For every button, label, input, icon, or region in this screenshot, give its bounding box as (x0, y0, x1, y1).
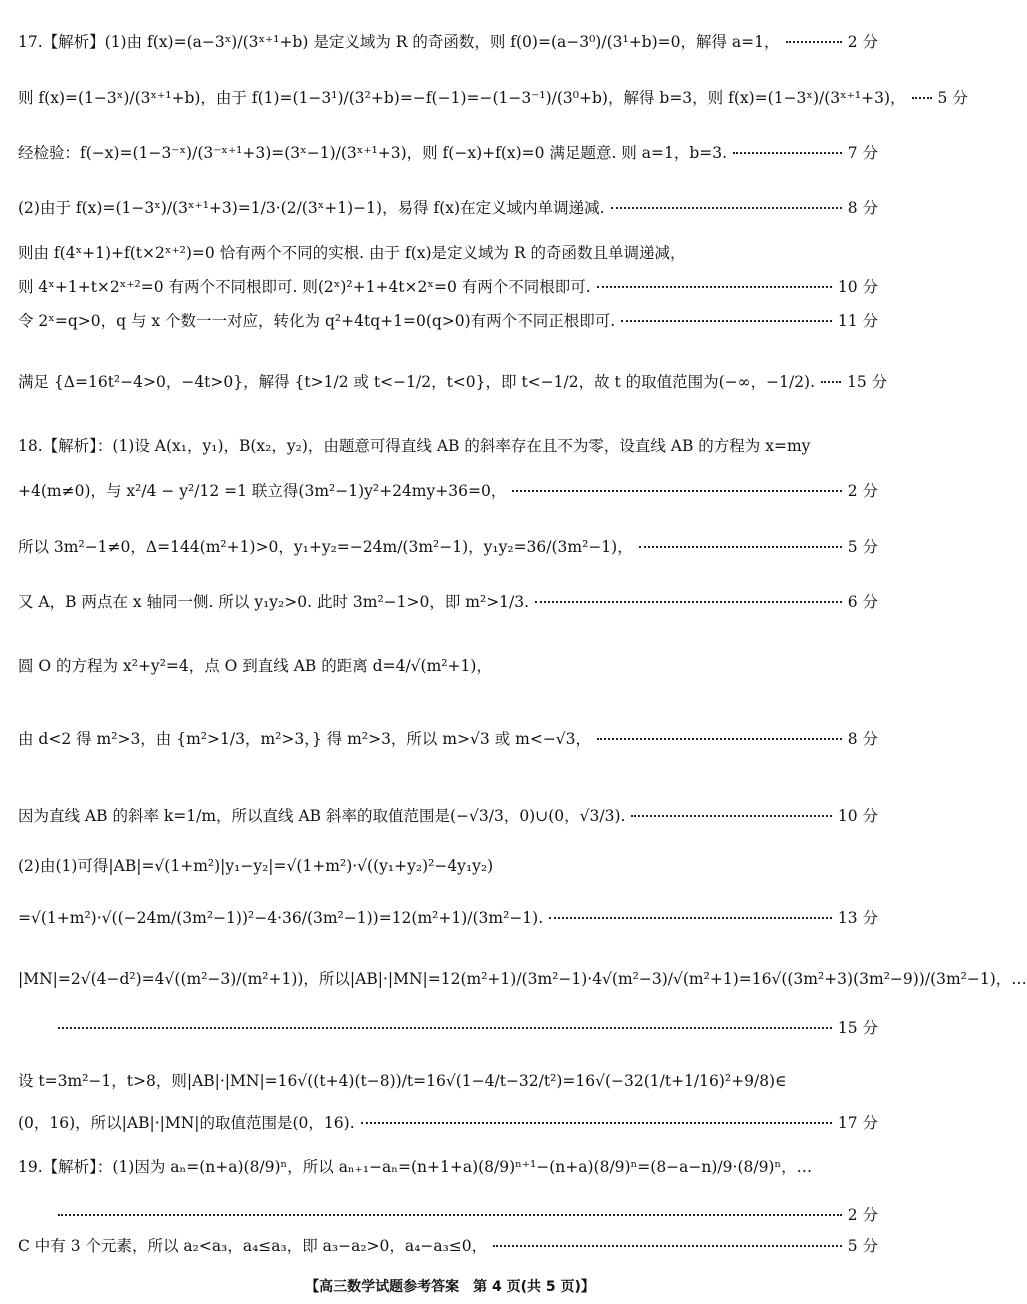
page-footer: 【高三数学试题参考答案 第 4 页(共 5 页)】 (305, 1279, 595, 1295)
answer-line: 19.【解析】：(1)因为 aₙ=(n+a)(8/9)ⁿ，所以 aₙ₊₁−aₙ=(n+1+a)(8/9)ⁿ⁺¹−(n+a)(8/9)ⁿ=(8−a−n)/9·(8/9)ⁿ，… (18, 1158, 813, 1176)
answer-line: 2 分 (18, 1205, 878, 1226)
answer-line: 令 2ˣ=q>0，q 与 x 个数一一对应，转化为 q²+4tq+1=0(q>0)有两个不同正根即可. 11 分 (18, 312, 878, 330)
answer-line: |MN|=2√(4−d²)=4√((m²−3)/(m²+1))，所以|AB|·|MN|=12(m²+1)/(3m²−1)·4√(m²−3)/√(m²+1)=16√((3m²+3)(3m²−9))/(3m²−1)，… (18, 970, 1027, 988)
answer-line: 设 t=3m²−1，t>8，则|AB|·|MN|=16√((t+4)(t−8))/t=16√(1−4/t−32/t²)=16√(−32(1/t+1/16)²+9/8)∈ (18, 1072, 787, 1090)
answer-line: 18.【解析】：(1)设 A(x₁，y₁)，B(x₂，y₂)，由题意可得直线 AB 的斜率存在且不为零，设直线 AB 的方程为 x=my (18, 437, 811, 455)
answer-line: 则 4ˣ+1+t×2ˣ⁺²=0 有两个不同根即可. 则(2ˣ)²+1+4t×2ˣ=0 有两个不同根即可. 10 分 (18, 278, 878, 296)
answer-line: C 中有 3 个元素，所以 a₂<a₃，a₄≤a₃，即 a₃−a₂>0，a₄−a₃≤0， 5 分 (18, 1237, 878, 1255)
answer-line: 则 f(x)=(1−3ˣ)/(3ˣ⁺¹+b)，由于 f(1)=(1−3¹)/(3²+b)=−f(−1)=−(1−3⁻¹)/(3⁰+b)，解得 b=3，则 f(x)=(1−3ˣ)/(3ˣ⁺¹+3)， 5 分 (18, 89, 968, 107)
answer-line: 又 A，B 两点在 x 轴同一侧. 所以 y₁y₂>0. 此时 3m²−1>0，即 m²>1/3. 6 分 (18, 593, 878, 611)
answer-line: 因为直线 AB 的斜率 k=1/m，所以直线 AB 斜率的取值范围是(−√3/3，0)∪(0，√3/3). 10 分 (18, 807, 878, 825)
answer-line: 则由 f(4ˣ+1)+f(t×2ˣ⁺²)=0 恰有两个不同的实根. 由于 f(x)是定义域为 R 的奇函数且单调递减， (18, 244, 686, 262)
answer-line: 圆 O 的方程为 x²+y²=4，点 O 到直线 AB 的距离 d=4/√(m²+1)， (18, 657, 492, 675)
answer-line: 15 分 (18, 1018, 878, 1039)
answer-line: (2)由于 f(x)=(1−3ˣ)/(3ˣ⁺¹+3)=1/3·(2/(3ˣ+1)−1)，易得 f(x)在定义域内单调递减. 8 分 (18, 199, 878, 217)
answer-line: =√(1+m²)·√((−24m/(3m²−1))²−4·36/(3m²−1))=12(m²+1)/(3m²−1). 13 分 (18, 909, 878, 927)
answer-line: +4(m≠0)，与 x²/4 − y²/12 =1 联立得(3m²−1)y²+24my+36=0， 2 分 (18, 482, 878, 500)
answer-line: 经检验：f(−x)=(1−3⁻ˣ)/(3⁻ˣ⁺¹+3)=(3ˣ−1)/(3ˣ⁺¹+3)，则 f(−x)+f(x)=0 满足题意. 则 a=1，b=3. 7 分 (18, 144, 878, 162)
answer-line: 所以 3m²−1≠0，Δ=144(m²+1)>0，y₁+y₂=−24m/(3m²−1)，y₁y₂=36/(3m²−1)， 5 分 (18, 538, 878, 556)
answer-line: (0，16)，所以|AB|·|MN|的取值范围是(0，16). 17 分 (18, 1114, 878, 1132)
answer-line: 满足 {Δ=16t²−4>0，−4t>0}，解得 {t>1/2 或 t<−1/2，t<0}，即 t<−1/2，故 t 的取值范围为(−∞，−1/2). 15 分 (18, 373, 888, 391)
answer-line: 17.【解析】(1)由 f(x)=(a−3ˣ)/(3ˣ⁺¹+b) 是定义域为 R 的奇函数，则 f(0)=(a−3⁰)/(3¹+b)=0，解得 a=1， 2 分 (18, 33, 878, 51)
answer-line: (2)由(1)可得|AB|=√(1+m²)|y₁−y₂|=√(1+m²)·√((y₁+y₂)²−4y₁y₂) (18, 857, 494, 875)
answer-line: 由 d<2 得 m²>3，由 {m²>1/3，m²>3，} 得 m²>3，所以 m>√3 或 m<−√3， 8 分 (18, 730, 878, 748)
